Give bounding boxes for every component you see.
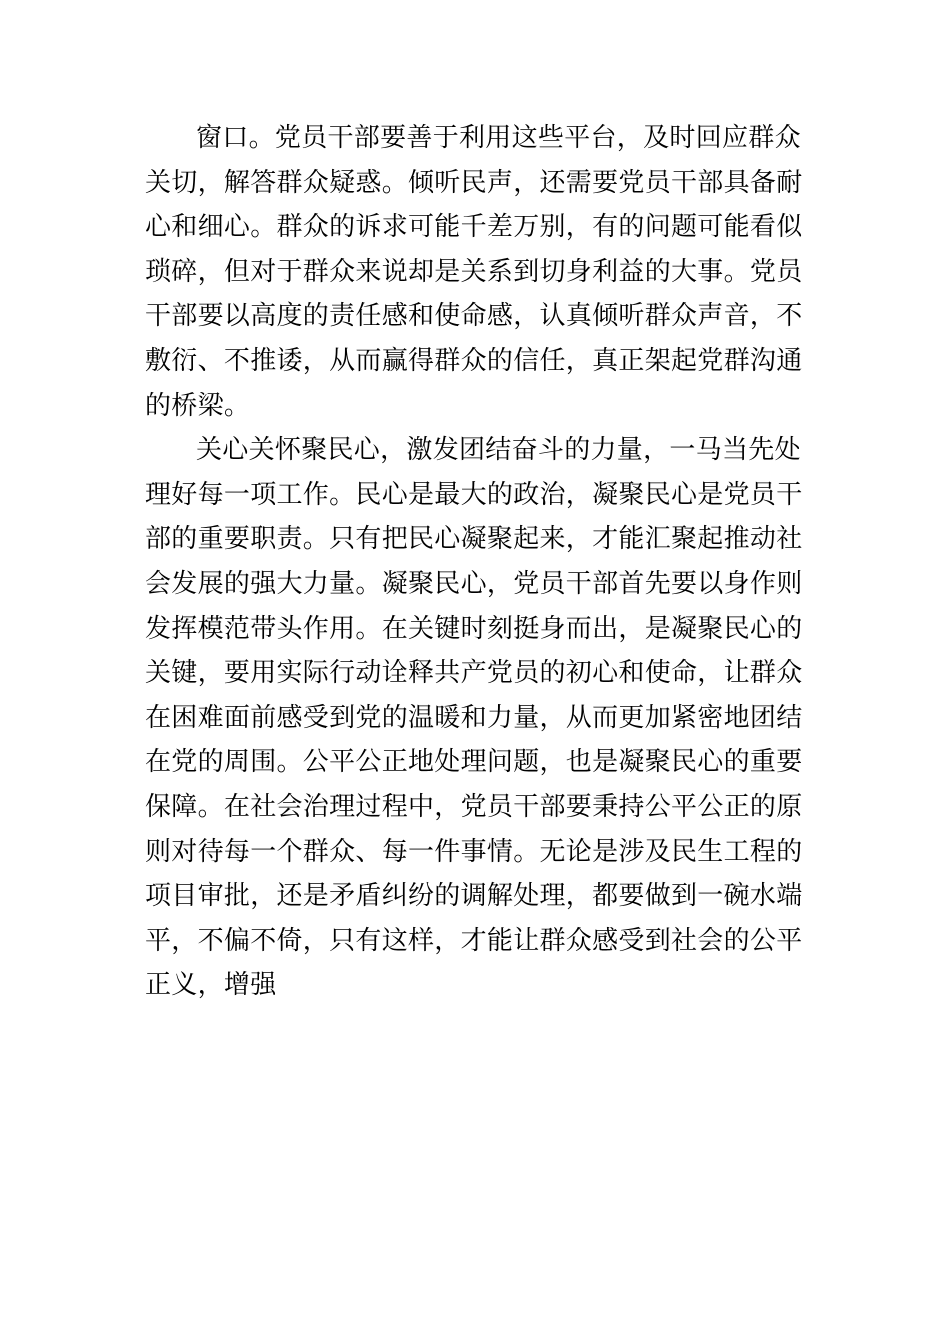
text-line: 平，不偏不倚，只有这样，才能让群众感受到社会的公平: [145, 925, 803, 956]
text-line: 关心关怀聚民心，激发团结奋斗的力量，一马当先处: [196, 435, 801, 466]
text-line: 则对待每一个群众、每一件事情。无论是涉及民生工程的: [145, 836, 803, 867]
text-line: 正义，增强: [145, 970, 277, 1001]
document-body: [145, 116, 815, 1008]
paragraph: [145, 116, 815, 428]
text-line: 心和细心。群众的诉求可能千差万别，有的问题可能看似: [145, 212, 803, 243]
text-line: 保障。在社会治理过程中，党员干部要秉持公平公正的原: [145, 791, 803, 822]
text-line: 干部要以高度的责任感和使命感，认真倾听群众声音，不: [145, 301, 803, 332]
text-line: 的桥梁。: [145, 390, 251, 421]
text-line: 琐碎，但对于群众来说却是关系到切身利益的大事。党员: [145, 256, 803, 287]
text-line: 窗口。党员干部要善于利用这些平台，及时回应群众: [196, 123, 801, 153]
text-line: 会发展的强大力量。凝聚民心，党员干部首先要以身作则: [145, 568, 803, 599]
text-line: 发挥模范带头作用。在关键时刻挺身而出，是凝聚民心的: [145, 613, 803, 644]
text-line: 理好每一项工作。民心是最大的政治，凝聚民心是党员干: [145, 479, 803, 510]
text-line: 在党的周围。公平公正地处理问题，也是凝聚民心的重要: [145, 747, 803, 778]
text-line: 在困难面前感受到党的温暖和力量，从而更加紧密地团结: [145, 702, 803, 733]
text-line: 关键，要用实际行动诠释共产党员的初心和使命，让群众: [145, 658, 803, 689]
paragraph: [145, 428, 815, 1008]
text-line: 项目审批，还是矛盾纠纷的调解处理，都要做到一碗水端: [145, 881, 803, 912]
text-line: 部的重要职责。只有把民心凝聚起来，才能汇聚起推动社: [145, 524, 803, 555]
text-line: 敷衍、不推诿，从而赢得群众的信任，真正架起党群沟通: [145, 345, 803, 376]
text-line: 关切，解答群众疑惑。倾听民声，还需要党员干部具备耐: [145, 167, 803, 198]
